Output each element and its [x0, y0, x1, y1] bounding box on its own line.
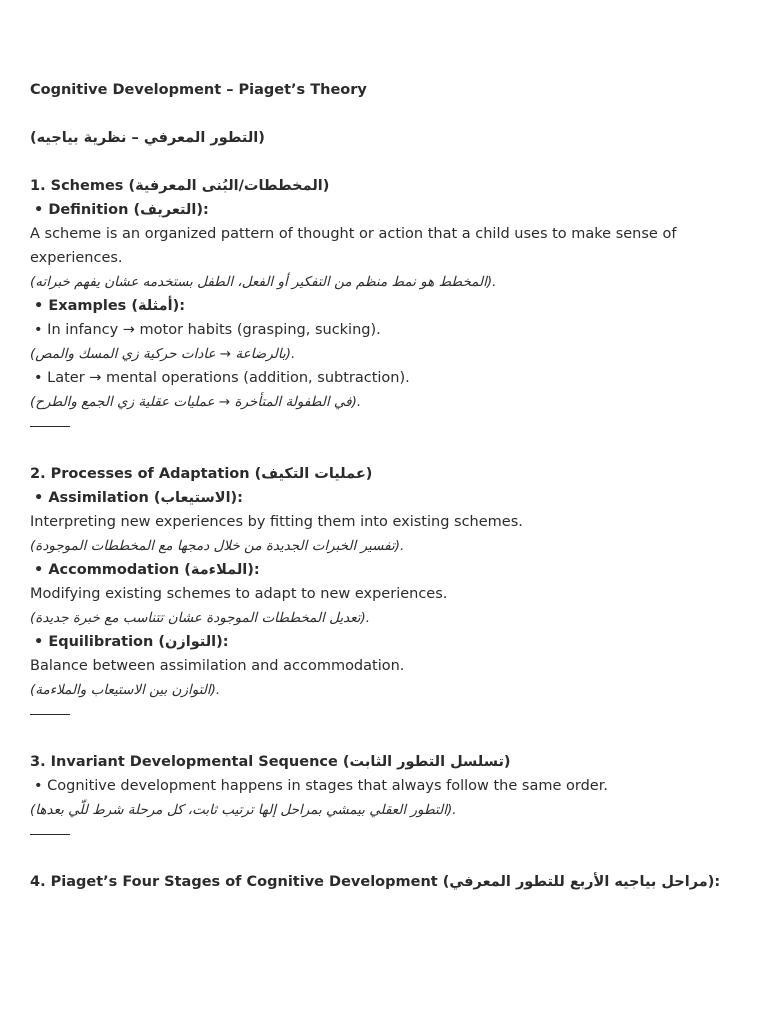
example-infancy-arabic: .(بالرضاعة → عادات حركية زي المسك والمص)	[30, 346, 296, 362]
definition-label: • Definition (التعريف):	[34, 202, 209, 218]
example-infancy: • In infancy → motor habits (grasping, sucking).	[34, 322, 381, 338]
accommodation-text: Modifying existing schemes to adapt to new experiences.	[30, 586, 448, 602]
assimilation-label: • Assimilation (الاستيعاب):	[34, 490, 243, 506]
assimilation-arabic: .(تفسير الخبرات الجديدة من خلال دمجها مع المخططات الموجودة)	[30, 538, 405, 554]
document-title-arabic: (التطور المعرفي – نظرية بياجيه)	[30, 130, 265, 146]
example-later: • Later → mental operations (addition, subtraction).	[34, 370, 410, 386]
accommodation-label: • Accommodation (الملاءمة):	[34, 562, 260, 578]
section-heading-sequence: 3. Invariant Developmental Sequence (تسلسل التطور الثابت)	[30, 754, 511, 770]
section-heading-stages: 4. Piaget’s Four Stages of Cognitive Development (مراحل بياجيه الأربع للتطور المعرفي):	[30, 874, 721, 890]
section-divider	[30, 834, 70, 835]
spacer	[30, 726, 738, 750]
equilibration-label: • Equilibration (التوازن):	[34, 634, 229, 650]
assimilation-text: Interpreting new experiences by fitting them into existing schemes.	[30, 514, 523, 530]
sequence-arabic: .(التطور العقلي بيمشي بمراحل إلها ترتيب ثابت، كل مرحلة شرط للّي بعدها)	[30, 802, 457, 818]
definition-arabic: .(المخطط هو نمط منظم من التفكير أو الفعل، الطفل بستخدمه عشان يفهم خبراته)	[30, 274, 497, 290]
section-divider	[30, 714, 70, 715]
sequence-text: • Cognitive development happens in stages that always follow the same order.	[34, 778, 608, 794]
spacer	[30, 846, 738, 870]
equilibration-arabic: .(التوازن بين الاستيعاب والملاءمة)	[30, 682, 221, 698]
definition-text: A scheme is an organized pattern of thought or action that a child uses to make sense of experiences.	[30, 226, 677, 266]
section-heading-adaptation: 2. Processes of Adaptation (عمليات التكيف)	[30, 466, 373, 482]
accommodation-arabic: .(تعديل المخططات الموجودة عشان تتناسب مع خبرة جديدة)	[30, 610, 371, 626]
example-later-arabic: .(في الطفولة المتأخرة → عمليات عقلية زي الجمع والطرح)	[30, 394, 362, 410]
spacer	[30, 102, 738, 126]
section-divider	[30, 426, 70, 427]
examples-label: • Examples (أمثلة):	[34, 298, 185, 314]
document-title: Cognitive Development – Piaget’s Theory	[30, 82, 367, 98]
section-heading-schemes: 1. Schemes (المخططات/البُنى المعرفية)	[30, 178, 330, 194]
spacer	[30, 150, 738, 174]
spacer	[30, 438, 738, 462]
document-body	[30, 78, 738, 894]
equilibration-text: Balance between assimilation and accommodation.	[30, 658, 405, 674]
